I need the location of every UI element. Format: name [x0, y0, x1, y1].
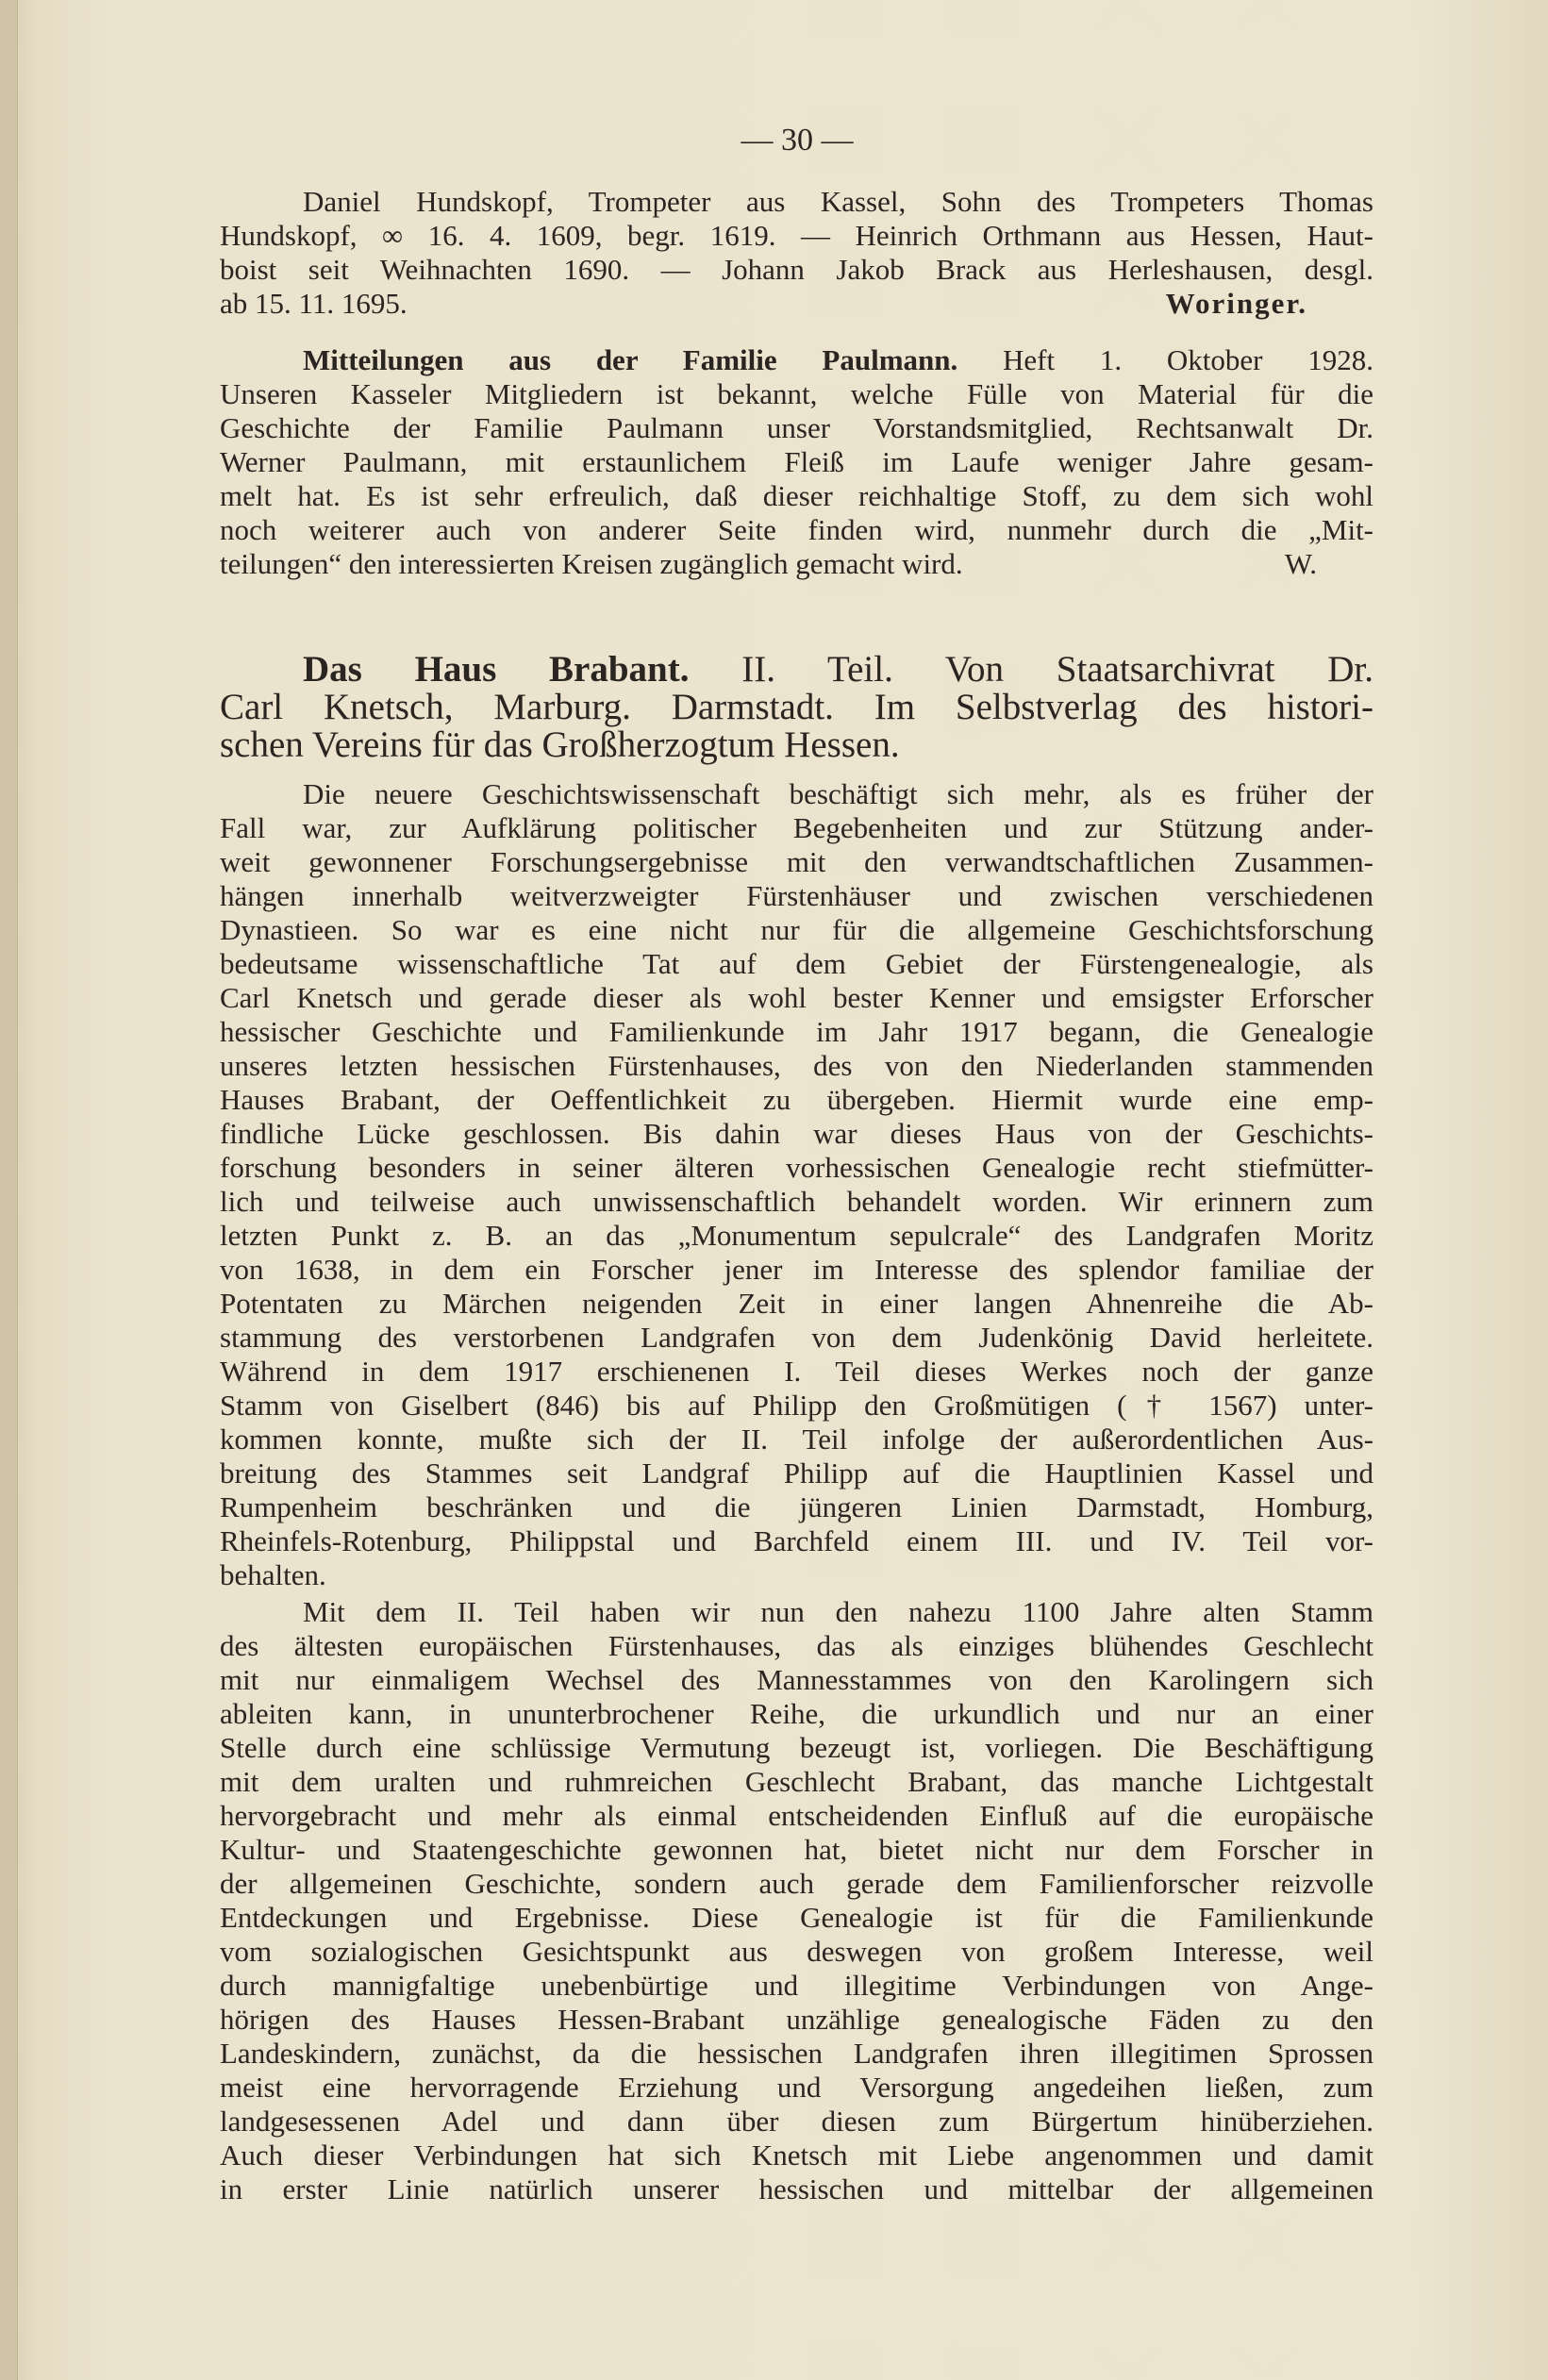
text-line: unseres letzten hessischen Fürstenhauses, des von den Niederlanden stammenden: [220, 1049, 1373, 1082]
text-line: Entdeckungen und Ergebnisse. Diese Genealogie ist für die Familienkunde: [220, 1901, 1373, 1934]
text-line: Carl Knetsch, Marburg. Darmstadt. Im Selbstverlag des histori-: [220, 687, 1373, 727]
text-line: ableiten kann, in ununterbrochener Reihe, die urkundlich und nur an einer: [220, 1697, 1373, 1730]
review-title-line-title: Das Haus Brabant.: [303, 649, 690, 690]
page-edge: [0, 0, 18, 2380]
text-line: letzten Punkt z. B. an das „Monumentum sepulcrale“ des Landgrafen Moritz: [220, 1219, 1373, 1252]
review-title-line: [220, 343, 1373, 377]
text-line: von 1638, in dem ein Forscher jener im Interesse des splendor familiae der: [220, 1253, 1373, 1286]
text-line: der allgemeinen Geschichte, sondern auch gerade dem Familienforscher reizvolle: [220, 1867, 1373, 1900]
review-brabant-paragraph-2: [220, 1595, 1373, 2206]
text-line: weit gewonnener Forschungsergebnisse mit den verwandtschaftlichen Zusammen-: [220, 845, 1373, 878]
text-line: Kultur- und Staatengeschichte gewonnen hat, bietet nicht nur dem Forscher in: [220, 1833, 1373, 1866]
text-line: findliche Lücke geschlossen. Bis dahin war dieses Haus von der Geschichts-: [220, 1117, 1373, 1150]
text-line: behalten.: [220, 1558, 326, 1591]
text-line: des ältesten europäischen Fürstenhauses, das als einziges blühendes Geschlecht: [220, 1629, 1373, 1662]
text-line: stammung des verstorbenen Landgrafen von dem Judenkönig David herleitete.: [220, 1321, 1373, 1354]
text-line: Fall war, zur Aufklärung politischer Begebenheiten und zur Stützung ander-: [220, 811, 1373, 844]
text-line: Stelle durch eine schlüssige Vermutung bezeugt ist, vorliegen. Die Beschäftigung: [220, 1731, 1373, 1764]
text-line: Mit dem II. Teil haben wir nun den nahezu 1100 Jahre alten Stamm: [303, 1595, 1373, 1628]
text-line: hessischer Geschichte und Familienkunde im Jahr 1917 begann, die Genealogie: [220, 1015, 1373, 1048]
text-line: Unseren Kasseler Mitgliedern ist bekannt, welche Fülle von Material für die: [220, 377, 1373, 410]
text-line: landgesessenen Adel und dann über diesen zum Bürgertum hinüberziehen.: [220, 2105, 1373, 2138]
text-line: Während in dem 1917 erschienenen I. Teil dieses Werkes noch der ganze: [220, 1355, 1373, 1388]
page-number: — 30 —: [741, 123, 854, 158]
review-brabant-paragraph-1: [220, 777, 1373, 1592]
text-line: breitung des Stammes seit Landgraf Philipp auf die Hauptlinien Kassel und: [220, 1456, 1373, 1490]
text-line: hörigen des Hauses Hessen-Brabant unzählige genealogische Fäden zu den: [220, 2003, 1373, 2036]
text-line: Potentaten zu Märchen neigenden Zeit in einer langen Ahnenreihe die Ab-: [220, 1287, 1373, 1320]
review-title-line-title: Mitteilungen aus der Familie Paulmann.: [303, 343, 958, 376]
text-line: teilungen“ den interessierten Kreisen zugänglich gemacht wird.: [220, 547, 963, 580]
text-line: schen Vereins für das Großherzogtum Hessen.: [220, 724, 900, 765]
text-line: Geschichte der Familie Paulmann unser Vorstandsmitglied, Rechtsanwalt Dr.: [220, 411, 1373, 444]
signature: W.: [1284, 547, 1317, 580]
review-title-line-subtitle: II. Teil. Von Staatsarchivrat Dr.: [741, 649, 1373, 690]
text-line: lich und teilweise auch unwissenschaftlich behandelt worden. Wir erinnern zum: [220, 1185, 1373, 1218]
text-line: Werner Paulmann, mit erstaunlichem Fleiß im Laufe weniger Jahre gesam-: [220, 445, 1373, 478]
text-line: forschung besonders in seiner älteren vorhessischen Genealogie recht stiefmütter-: [220, 1151, 1373, 1184]
text-line: Rumpenheim beschränken und die jüngeren Linien Darmstadt, Homburg,: [220, 1490, 1373, 1523]
text-line: Rheinfels-Rotenburg, Philippstal und Barchfeld einem III. und IV. Teil vor-: [220, 1524, 1373, 1557]
text-line: mit dem uralten und ruhmreichen Geschlecht Brabant, das manche Lichtgestalt: [220, 1765, 1373, 1798]
text-line: Die neuere Geschichtswissenschaft beschäftigt sich mehr, als es früher der: [303, 777, 1373, 810]
text-line: kommen konnte, mußte sich der II. Teil infolge der außerordentlichen Aus-: [220, 1423, 1373, 1456]
text-line: Auch dieser Verbindungen hat sich Knetsch mit Liebe angenommen und damit: [220, 2139, 1373, 2172]
text-line: hervorgebracht und mehr als einmal entscheidenden Einfluß auf die europäische: [220, 1799, 1373, 1832]
text-line: Hauses Brabant, der Oeffentlichkeit zu übergeben. Hiermit wurde eine emp-: [220, 1083, 1373, 1116]
text-line: boist seit Weihnachten 1690. — Johann Jakob Brack aus Herleshausen, desgl.: [220, 253, 1373, 286]
text-line: Hundskopf, ∞ 16. 4. 1609, begr. 1619. — Heinrich Orthmann aus Hessen, Haut-: [220, 219, 1373, 252]
review-title-line-subtitle: Heft 1. Oktober 1928.: [1003, 343, 1373, 376]
text-line: mit nur einmaligem Wechsel des Mannesstammes von den Karolingern sich: [220, 1663, 1373, 1696]
text-line: melt hat. Es ist sehr erfreulich, daß dieser reichhaltige Stoff, zu dem sich wohl: [220, 479, 1373, 512]
text-line: meist eine hervorragende Erziehung und Versorgung angedeihen ließen, zum: [220, 2071, 1373, 2104]
text-line: ab 15. 11. 1695.: [220, 287, 408, 320]
entry-hundskopf: [220, 185, 1373, 321]
text-line: Landeskindern, zunächst, da die hessischen Landgrafen ihren illegitimen Sprossen: [220, 2037, 1373, 2070]
text-line: durch mannigfaltige unebenbürtige und illegitime Verbindungen von Ange-: [220, 1969, 1373, 2002]
text-line: Carl Knetsch und gerade dieser als wohl bester Kenner und emsigster Erforscher: [220, 981, 1373, 1014]
text-line: Stamm von Giselbert (846) bis auf Philipp den Großmütigen († 1567) unter-: [220, 1389, 1373, 1422]
text-line: hängen innerhalb weitverzweigter Fürstenhäuser und zwischen verschiedenen: [220, 879, 1373, 912]
text-line: in erster Linie natürlich unserer hessischen und mittelbar der allgemeinen: [220, 2172, 1373, 2205]
signature: Woringer.: [1165, 287, 1307, 320]
review-brabant-header: [220, 651, 1373, 764]
review-paulmann: [220, 343, 1373, 581]
review-title-line: [220, 651, 1373, 689]
text-line: Daniel Hundskopf, Trompeter aus Kassel, Sohn des Trompeters Thomas: [303, 185, 1373, 218]
text-line: noch weiterer auch von anderer Seite finden wird, nunmehr durch die „Mit-: [220, 513, 1373, 546]
text-line: bedeutsame wissenschaftliche Tat auf dem Gebiet der Fürstengenealogie, als: [220, 947, 1373, 980]
text-line: vom sozialogischen Gesichtspunkt aus deswegen von großem Interesse, weil: [220, 1935, 1373, 1968]
text-line: Dynastieen. So war es eine nicht nur für die allgemeine Geschichtsforschung: [220, 913, 1373, 946]
